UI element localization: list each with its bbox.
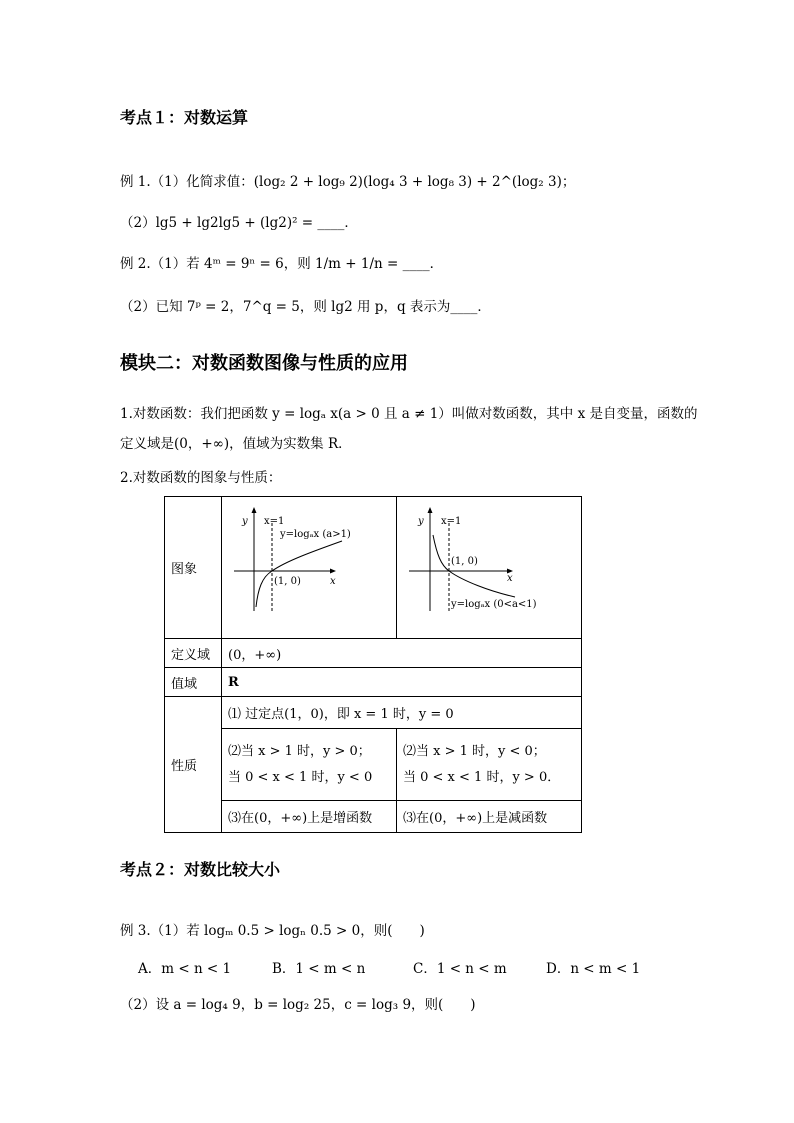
example-3-part-2: （2）设 a = log₄ 9，b = log₂ 25，c = log₃ 9，则( )	[120, 997, 476, 1013]
increasing-log-graph	[222, 497, 396, 634]
option-c: C．1 < n < m	[413, 961, 507, 977]
example-3-part-1: 例 3.（1）若 logₘ 0.5 > logₙ 0.5 > 0，则( )	[120, 923, 425, 939]
property-2-increasing-line-1: ⑵当 x > 1 时，y > 0；	[228, 743, 371, 759]
log-function-properties-table	[164, 496, 582, 833]
property-2-increasing	[222, 729, 397, 801]
option-b: B．1 < m < n	[272, 961, 366, 977]
curve-label: y=logₐx (a>1)	[280, 529, 351, 540]
fixed-point-label: (1, 0)	[451, 556, 478, 567]
fixed-point-label: (1, 0)	[274, 576, 301, 587]
section-1-title: 考点１：对数运算	[120, 108, 249, 127]
y-axis-arrow	[428, 507, 433, 513]
example-1-part-1: 例 1.（1）化简求值：(log₂ 2 + log₉ 2)(log₄ 3 + log₈ 3) + 2^(log₂ 3)；	[120, 174, 576, 190]
decreasing-log-graph	[397, 497, 581, 634]
range-value: R	[222, 668, 582, 697]
domain-value: (0，+∞)	[222, 639, 582, 668]
section-2-title: 模块二：对数函数图像与性质的应用	[120, 353, 408, 374]
example-2-part-2: （2）已知 7ᵖ = 2，7^q = 5，则 lg2 用 p，q 表示为____．	[120, 299, 491, 315]
vline-label: x=1	[264, 516, 285, 527]
example-1-part-2: （2）lg5 + lg2lg5 + (lg2)² = ____．	[120, 215, 358, 231]
paragraph-1-line-1: 1.对数函数：我们把函数 y = logₐ x(a > 0 且 a ≠ 1）叫做对数函数，其中 x 是自变量，函数的	[120, 406, 698, 422]
row-label-properties: 性质	[165, 697, 222, 833]
paragraph-1-line-2: 定义域是(0，+∞)，值域为实数集 R．	[120, 436, 352, 452]
property-2-increasing-line-2: 当 0 < x < 1 时，y < 0	[228, 769, 373, 785]
property-2-decreasing	[397, 729, 582, 801]
y-axis-label: y	[418, 516, 424, 527]
row-label-domain: 定义域	[165, 639, 222, 668]
option-d: D．n < m < 1	[546, 961, 641, 977]
section-3-title: 考点２：对数比较大小	[120, 860, 281, 879]
property-3-decreasing: ⑶在(0，+∞)上是减函数	[397, 801, 582, 833]
y-axis-arrow	[252, 507, 257, 513]
property-2-decreasing-line-2: 当 0 < x < 1 时，y > 0．	[403, 769, 561, 785]
graph-cell-decreasing	[397, 497, 582, 639]
property-1: ⑴ 过定点(1，0)，即 x = 1 时，y = 0	[222, 697, 582, 729]
row-label-range: 值域	[165, 668, 222, 697]
property-3-increasing: ⑶在(0，+∞)上是增函数	[222, 801, 397, 833]
paragraph-2: 2.对数函数的图象与性质：	[120, 470, 282, 486]
x-axis-arrow	[330, 569, 336, 574]
graph-cell-increasing	[222, 497, 397, 639]
curve-label: y=logₐx (0<a<1)	[451, 599, 537, 610]
row-label-graph: 图象	[165, 497, 222, 639]
x-axis-label: x	[507, 573, 513, 584]
x-axis-label: x	[330, 576, 336, 587]
example-2-part-1: 例 2.（1）若 4ᵐ = 9ⁿ = 6，则 1/m + 1/n = ____．	[120, 256, 444, 272]
property-2-decreasing-line-1: ⑵当 x > 1 时，y < 0；	[403, 743, 546, 759]
vline-label: x=1	[441, 516, 462, 527]
option-a: A．m < n < 1	[138, 961, 232, 977]
log-curve-increasing	[256, 541, 342, 607]
y-axis-label: y	[242, 516, 248, 527]
